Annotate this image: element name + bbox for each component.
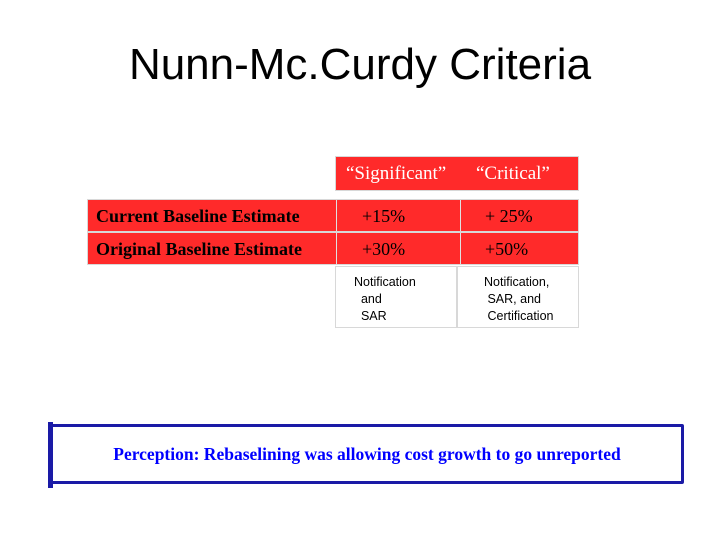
critical-note-text: Notification, SAR, and Certification	[484, 275, 554, 323]
significant-value: +15%	[362, 206, 406, 226]
header-significant: “Significant”	[346, 163, 447, 184]
header-critical: “Critical”	[476, 163, 550, 184]
significant-note	[335, 266, 457, 328]
row-label: Original Baseline Estimate	[96, 239, 302, 259]
significant-value: +30%	[362, 239, 406, 259]
significant-note-text: Notification and SAR	[354, 275, 416, 323]
critical-value: +50%	[485, 239, 529, 259]
row-label: Current Baseline Estimate	[96, 206, 300, 226]
critical-value: + 25%	[485, 206, 533, 226]
banner-text: Perception: Rebaselining was allowing cost growth to go unreported	[113, 444, 621, 464]
slide-title: Nunn-Mc.Curdy Criteria	[128, 40, 592, 89]
table-header	[335, 156, 579, 191]
critical-note	[457, 266, 579, 328]
table-row	[87, 232, 579, 265]
perception-banner	[50, 424, 684, 484]
table-row	[87, 199, 579, 232]
